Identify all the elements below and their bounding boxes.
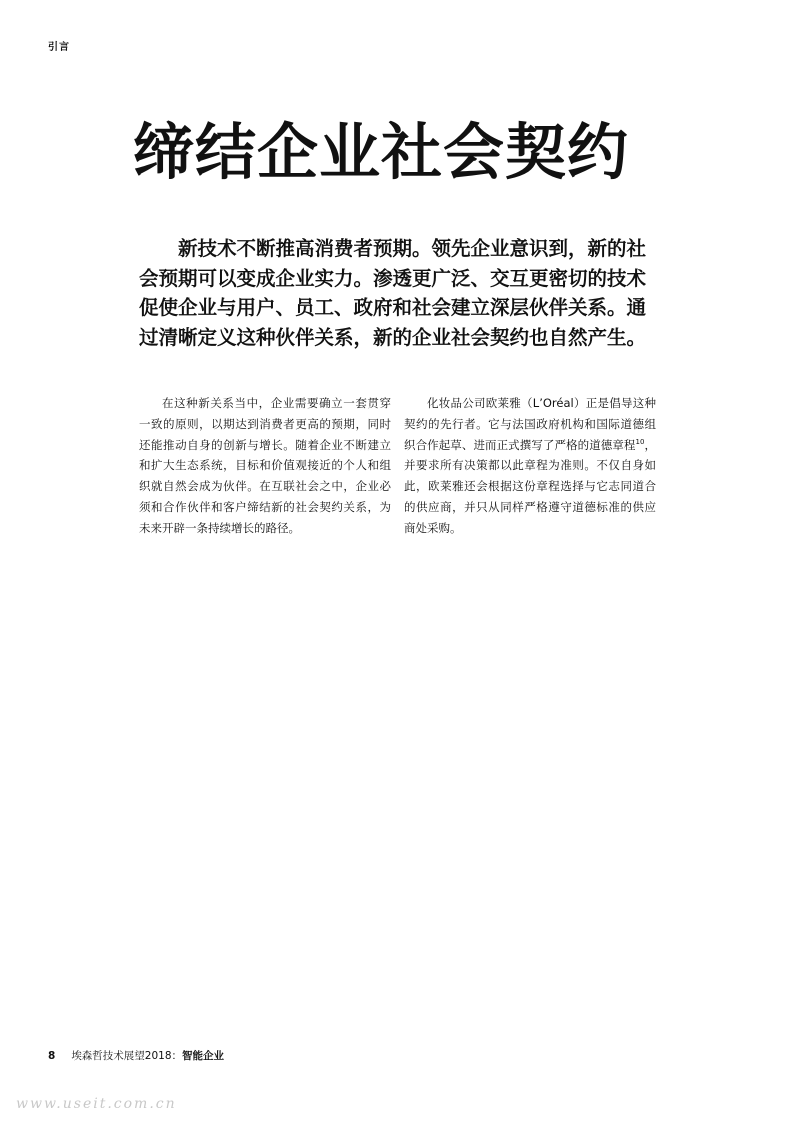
page-title: 缔结企业社会契约 bbox=[133, 117, 630, 188]
body-right-text-part2: ，并要求所有决策都以此章程为准则。不仅自身如此，欧莱雅还会根据这份章程选择与它志同道合的供应商，并只从同样严格遵守道德标准的供应商处采购。 bbox=[404, 437, 657, 535]
page-footer bbox=[48, 1048, 224, 1063]
body-right-text-part1: 化妆品公司欧莱雅（L’Oréal）正是倡导这种契约的先行者。它与法国政府机构和国际道德组织合作起草、进而正式撰写了严格的道德章程 bbox=[404, 396, 656, 452]
section-label: 引言 bbox=[48, 42, 70, 53]
body-column-right bbox=[404, 393, 656, 539]
footnote-reference[interactable]: 10 bbox=[635, 437, 645, 446]
body-column-left: 在这种新关系当中，企业需要确立一套贯穿一致的原则，以期达到消费者更高的预期，同时还能推动自身的创新与增长。随着企业不断建立和扩大生态系统，目标和价值观接近的个人和组织就自然会成为伙伴。在互联社会之中，企业必须和合作伙伴和客户缔结新的社会契约关系，为未来开辟一条持续增长的路径。 bbox=[139, 396, 391, 535]
lead-paragraph: 新技术不断推高消费者预期。领先企业意识到，新的社会预期可以变成企业实力。渗透更广泛、交互更密切的技术促使企业与用户、员工、政府和社会建立深层伙伴关系。通过清晰定义这种伙伴关系，新的企业社会契约也自然产生。 bbox=[139, 237, 647, 349]
publication-subtitle: 智能企业 bbox=[182, 1050, 225, 1062]
watermark: www.useit.com.cn bbox=[16, 1096, 177, 1112]
page-number: 8 bbox=[48, 1050, 56, 1062]
publication-name: 埃森哲技术展望2018： bbox=[71, 1050, 183, 1062]
